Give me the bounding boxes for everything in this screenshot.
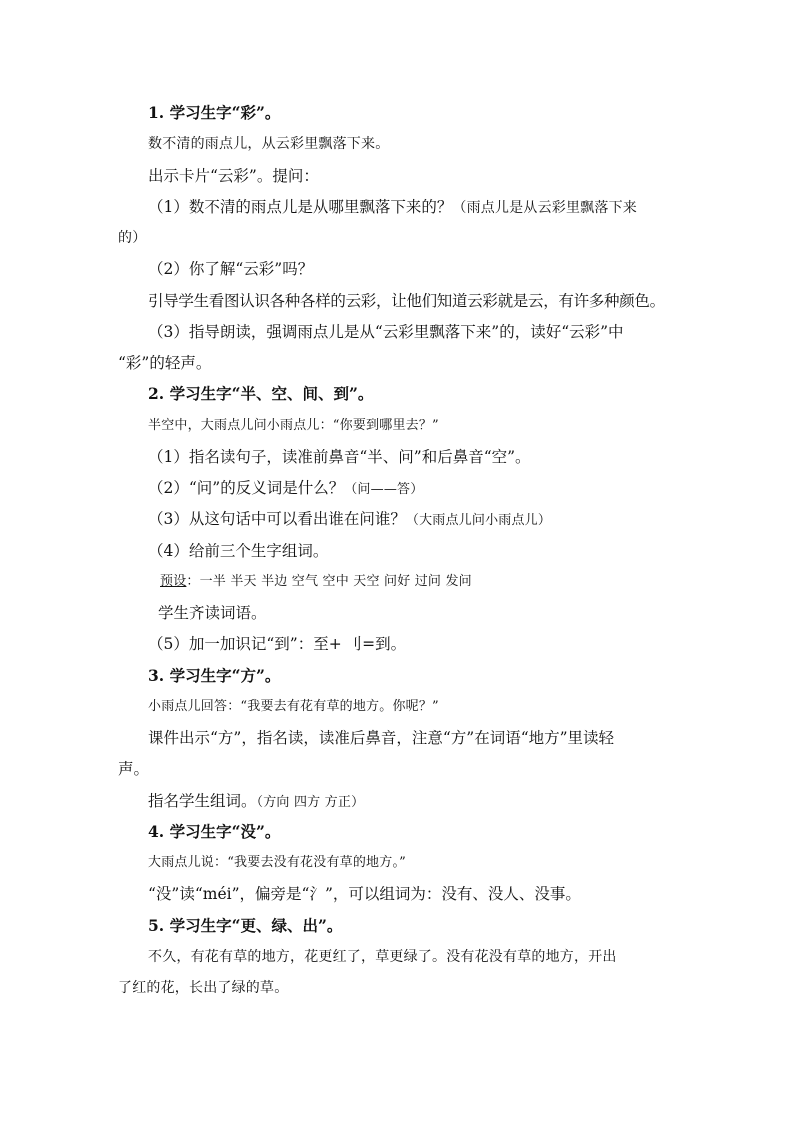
section-heading-4: 4. 学习生字“没”。 [148,822,281,841]
question-line: （5）加一加识记“到”：至+ 刂=到。 [148,635,407,653]
question-line-continuation: 的） [118,230,147,246]
story-sentence: 不久，有花有草的地方，花更红了，草更绿了。没有花没有草的地方，开出 [148,949,617,965]
section-heading-5: 5. 学习生字“更、绿、出”。 [148,916,343,935]
text-line: “没”读“méi”，偏旁是“氵”，可以组词为：没有、没人、没事。 [148,885,581,903]
text-line: 学生齐读词语。 [158,604,267,622]
story-sentence: 小雨点儿回答：“我要去有花有草的地方。你呢？” [148,699,439,714]
question-line: （2）“问”的反义词是什么？（问——答） [148,479,424,497]
question-line: （1）指名读句子，读准前鼻音“半、问”和后鼻音“空”。 [148,448,531,466]
text-line: 指名学生组词。（方向 四方 方正） [148,792,365,810]
text-line: （3）指导朗读，强调雨点儿是从“云彩里飘落下来”的，读好“云彩”中 [148,323,624,341]
text-line: 课件出示“方”，指名读，读准后鼻音，注意“方”在词语“地方”里读轻 [148,729,615,747]
question-line: （3）从这句话中可以看出谁在问谁？（大雨点儿问小雨点儿） [148,510,552,528]
section-heading-1: 1. 学习生字“彩”。 [148,103,281,122]
text-line-continuation: 声。 [118,760,150,778]
text-line: 引导学生看图认识各种各样的云彩，让他们知道云彩就是云，有许多种颜色。 [148,292,665,310]
question-line: （1）数不清的雨点儿是从哪里飘落下来的？（雨点儿是从云彩里飘落下来 [148,198,637,216]
story-sentence: 半空中，大雨点儿问小雨点儿：“你要到哪里去？” [148,418,439,433]
question-line: （4）给前三个生字组词。 [148,542,329,560]
question-line: （2）你了解“云彩”吗？ [148,260,314,278]
text-line-continuation: “彩”的轻声。 [118,354,212,372]
section-heading-2: 2. 学习生字“半、空、间、到”。 [148,384,374,403]
story-sentence: 数不清的雨点儿，从云彩里飘落下来。 [148,136,390,152]
text-line: 出示卡片“云彩”。提问： [148,167,319,185]
story-sentence: 大雨点儿说：“我要去没有花没有草的地方。” [148,855,406,870]
preset-words: 预设：一半 半天 半边 空气 空中 天空 问好 过问 发问 [160,574,472,589]
section-heading-3: 3. 学习生字“方”。 [148,666,281,685]
story-sentence-continuation: 了红的花，长出了绿的草。 [118,980,289,996]
